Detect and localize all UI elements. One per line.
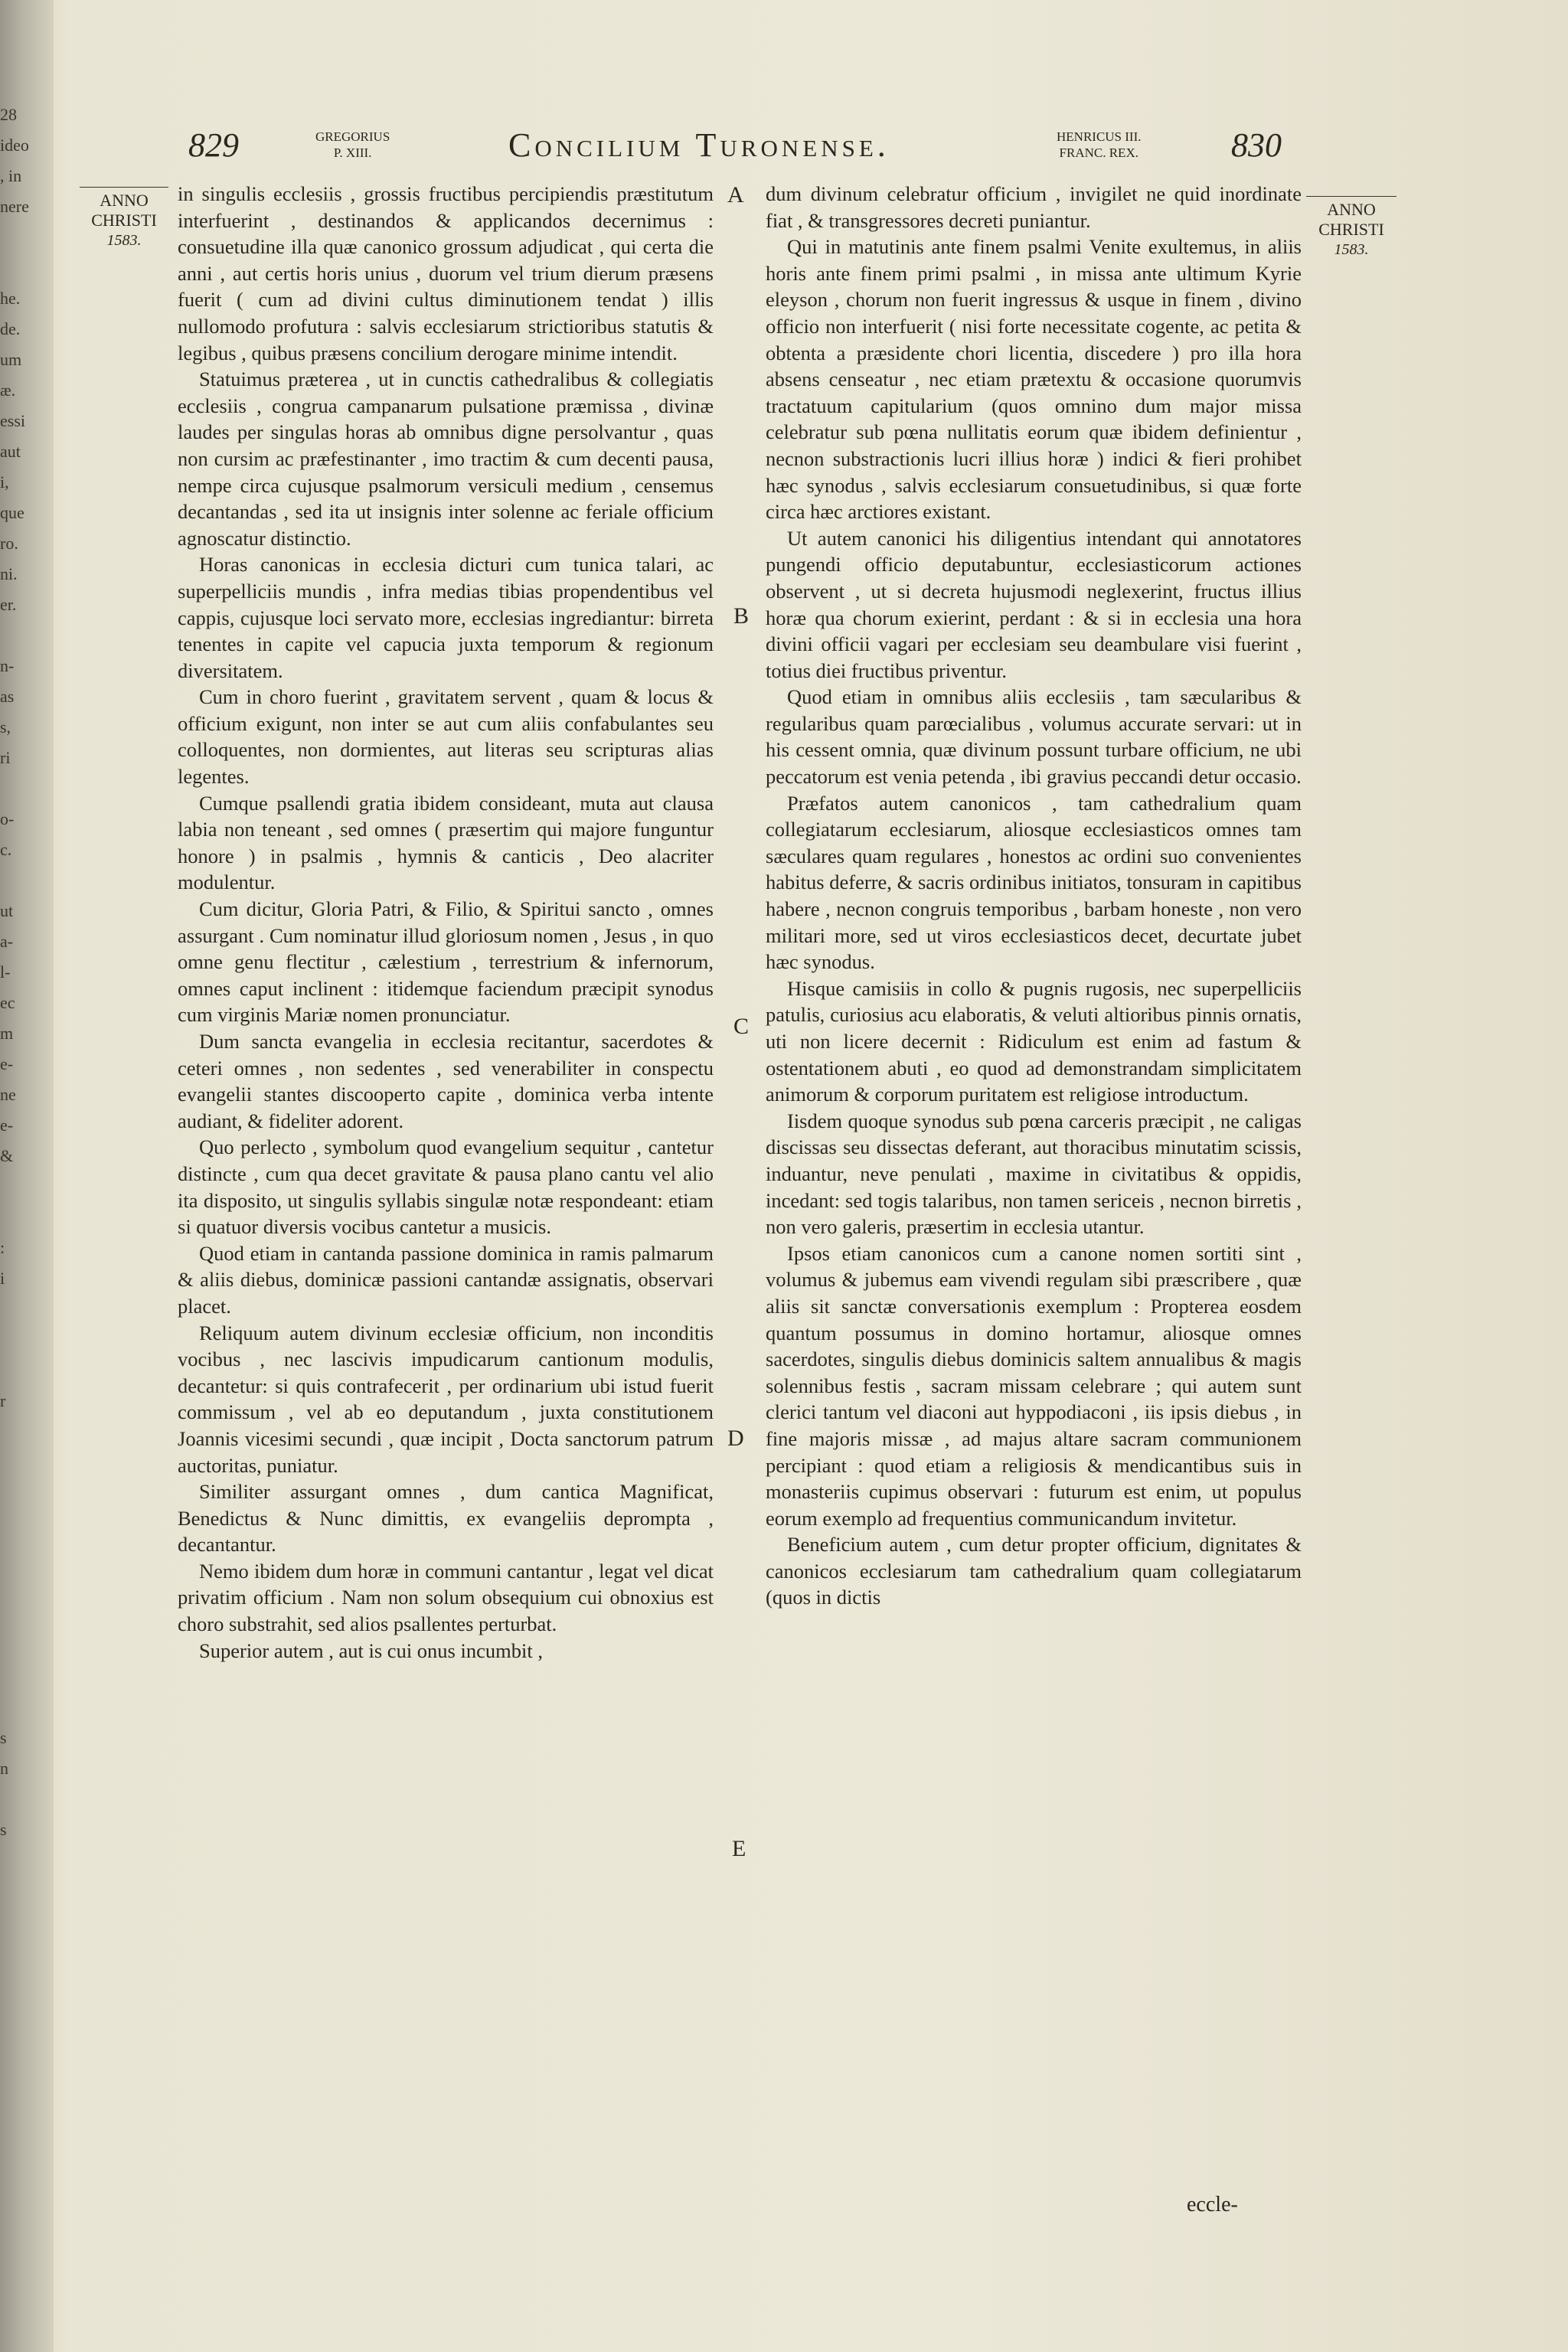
paragraph: Quo perlecto , symbolum quod evangelium sequitur , cantetur distincte , cum qua decet gravitate & pausa plano cantu vel alio ita disposito, ut singulis syllabis singulæ notæ respondeant: etiam si quatuor diversis vocibus cantetur a musicis. bbox=[178, 1135, 714, 1239]
left-text-column bbox=[178, 181, 714, 1664]
paragraph: Cumque psallendi gratia ibidem consideant, muta aut clausa labia non teneant , sed omnes ( præsertim qui majore funguntur honore ) in psalmis , hymnis & canticis , Deo alacriter modulentur. bbox=[178, 791, 714, 894]
previous-page-fragment: ut bbox=[0, 901, 14, 920]
previous-page-fragment: ideo bbox=[0, 136, 29, 155]
previous-page-edge bbox=[0, 100, 47, 2320]
previous-page-fragment bbox=[0, 1570, 47, 1600]
paragraph: Superior autem , aut is cui onus incumbit , bbox=[199, 1638, 543, 1662]
previous-page-fragment: ec bbox=[0, 993, 15, 1012]
paragraph: Qui in matutinis ante finem psalmi Venite exultemus, in aliis horis ante finem primi psalmi , in missa ante ultimum Kyrie eleyson , chorum non fuerit ingressus & usque in finem , divino officio non interfuerit ( nisi forte necessitate cogente, ac petita & obtenta a præsidente chori licentia, discedere ) pro illa hora absens censeatur , nec etiam prætextu & occasione quorumvis tractatuum capitularium (quos omnino dum major missa celebratur sub pœna nullitatis eorum quæ ibidem definientur , necnon substractionis lucri illius horæ ) indici & fieri prohibet hæc synodus , salvis ecclesiarum consuetudinibus, si quæ forte circa hæc arctiores existant. bbox=[766, 235, 1302, 524]
previous-page-fragment: s, bbox=[0, 717, 11, 737]
side-note-year: 1583. bbox=[1334, 241, 1369, 258]
previous-page-fragment: i, bbox=[0, 472, 9, 492]
paragraph: Reliquum autem divinum ecclesiæ officium, non inconditis vocibus , nec lascivis impudicarum cantionum modulis, decantetur: si quis contrafecerit , per ordinarium ubi istud fuerit commissum , vel ab eo deputandum , juxta constitutionem Joannis vicesimi secundi , quæ incipit , Docta sanctorum patrum auctoritas, puniatur. bbox=[178, 1321, 714, 1477]
previous-page-fragment bbox=[0, 1447, 47, 1478]
paragraph: Dum sancta evangelia in ecclesia recitantur, sacerdotes & ceteri omnes , non sedentes , sed venerabiliter in conspectu evangelii stantes discooperto capite , dominica verba intente audiant, & fideliter adorent. bbox=[178, 1030, 714, 1132]
paragraph: Ipsos etiam canonicos cum a canone nomen sortiti sint , volumus & jubemus eam vivendi regulam sibi præscribere , quæ aliis sit sanctæ conversationis exemplum : Propterea eosdem quantum possumus in domino hortamur, aliosque omnes sacerdotes, singulis diebus dominicis saltem annualibus & magis solennibus festis , sacram missam celebrare ; qui autem sunt clerici tantum vel diaconi aut hyppodiaconi , iis ipsis diebus , in fine majoris missæ , ad majus altare sacram communionem percipiant : quod etiam a religiosis & mendicantibus suis in monasteriis cupimus observari : futurum est enim, ut populus eorum exemplo ad frequentius communicandum invitetur. bbox=[766, 1241, 1302, 1530]
left-head-line-2: P. XIII. bbox=[333, 145, 372, 160]
section-marker-b: B bbox=[733, 603, 750, 629]
previous-page-fragment: r bbox=[0, 1391, 6, 1410]
previous-page-fragment bbox=[0, 1784, 47, 1815]
previous-page-fragment: , in bbox=[0, 166, 22, 185]
right-text-column bbox=[766, 181, 1302, 1611]
previous-page-fragment: s bbox=[0, 1728, 7, 1747]
paragraph: Beneficium autem , cum detur propter officium, dignitates & canonicos ecclesiarum tam cathedralium quam collegiatarum (quos in dictis bbox=[766, 1533, 1302, 1609]
paragraph: Quod etiam in omnibus aliis ecclesiis , tam sæcularibus & regularibus quam parœcialibus , volumus accurate servari: ut in his cessent omnia, quæ divinum possunt turbare officium, ne ubi peccatorum est venia petenda , ibi gravius peccandi detur occasio. bbox=[766, 685, 1302, 789]
paragraph: Ut autem canonici his diligentius intendant qui annotatores pungendi officio deputabuntur, ecclesiasticorum actiones observent , ut si decreta hujusmodi neglexerint, fructus illius horæ qua chorum exierint, perdant : & si in ecclesia una hora divini officii vagari per ecclesiam seu deambulare visi fuerint , totius diei fructibus priventur. bbox=[766, 526, 1302, 682]
previous-page-fragment: c. bbox=[0, 840, 12, 859]
previous-page-fragment bbox=[0, 222, 47, 253]
paragraph: Quod etiam in cantanda passione dominica in ramis palmarum & aliis diebus, dominicæ passioni cantandæ assignatis, observari placet. bbox=[178, 1241, 714, 1318]
previous-page-fragment: m bbox=[0, 1024, 14, 1043]
previous-page-fragment: æ. bbox=[0, 381, 16, 400]
previous-page-fragment: aut bbox=[0, 442, 21, 461]
right-head-line-2: FRANC. REX. bbox=[1059, 145, 1138, 160]
previous-page-fragment: e- bbox=[0, 1116, 14, 1135]
previous-page-fragment bbox=[0, 773, 47, 804]
previous-page-fragment bbox=[0, 1508, 47, 1539]
paragraph: Similiter assurgant omnes , dum cantica Magnificat, Benedictus & Nunc dimittis, ex evangeliis deprompta , decantantur. bbox=[178, 1480, 714, 1557]
previous-page-fragment bbox=[0, 253, 47, 283]
previous-page-fragment: l- bbox=[0, 962, 11, 982]
paragraph: Iisdem quoque synodus sub pœna carceris præcipit , ne caligas discissas seu dissectas deferant, aut thoracibus minutatim scissis, induantur, neve penulati , maxime in civitatibus & oppidis, incedant: sed togis talaribus, non tamen sericeis , necnon birretis , non vero galeris, præsertim in ecclesia utantur. bbox=[766, 1109, 1302, 1239]
right-running-head bbox=[1057, 129, 1142, 161]
previous-page-fragment: & bbox=[0, 1146, 14, 1165]
page-number-right: 830 bbox=[1231, 126, 1282, 164]
previous-page-fragment: um bbox=[0, 350, 22, 369]
side-note-rule bbox=[1306, 196, 1396, 197]
previous-page-fragment: nere bbox=[0, 197, 29, 216]
previous-page-fragment: de. bbox=[0, 319, 21, 338]
previous-page-fragment bbox=[0, 1661, 47, 1692]
page-title: Concilium Turonense. bbox=[508, 126, 890, 164]
paragraph: Præfatos autem canonicos , tam cathedralium quam collegiatarum ecclesiarum, aliosque ecclesiasticos omnes tam sæculares quam regulares , honestos ac ordini suo convenientes habitus deferre, & sacris ordinibus initiatos, tonsuram in capitibus habere , necnon congruis temporibus , barbam honeste , non vero militari more, sed ut viros ecclesiasticos decet, decurtate jubet hæc synodus. bbox=[766, 791, 1302, 974]
previous-page-fragment: 28 bbox=[0, 105, 17, 124]
previous-page-fragment bbox=[0, 1478, 47, 1508]
side-note-anno: ANNO bbox=[1327, 200, 1376, 219]
side-note-left bbox=[80, 187, 168, 250]
paragraph: Nemo ibidem dum horæ in communi cantantur , legat vel dicat privatim officium . Nam non solum obsequium cui obnoxius est choro substrahit, sed alios psallentes perturbat. bbox=[178, 1559, 714, 1636]
previous-page-fragment: ni. bbox=[0, 564, 18, 583]
section-marker-c: C bbox=[733, 1014, 750, 1039]
previous-page-fragment bbox=[0, 1631, 47, 1661]
previous-page-fragment: n bbox=[0, 1759, 8, 1778]
catchword: eccle- bbox=[1187, 2193, 1238, 2216]
previous-page-fragment: ri bbox=[0, 748, 11, 767]
previous-page-fragment bbox=[0, 1416, 47, 1447]
previous-page-fragment: : bbox=[0, 1238, 5, 1257]
side-note-rule bbox=[80, 187, 168, 188]
paragraph: Horas canonicas in ecclesia dicturi cum tunica talari, ac superpelliciis mundis , infra medias tibias propendentibus vel cappis, cujusque loci servato more, ecclesias ingrediantur: birreta tenentes in capite vel capucia juxta temporum & regionum diversitatem. bbox=[178, 553, 714, 682]
section-marker-d: D bbox=[727, 1426, 744, 1451]
paragraph: Cum in choro fuerint , gravitatem servent , quam & locus & officium exigunt, non inter se aut cum aliis confabulantes seu colloquentes, non dormientes, aut literas seu scripturas alias legentes. bbox=[178, 685, 714, 789]
page-number-left: 829 bbox=[188, 126, 239, 164]
previous-page-fragment bbox=[0, 1539, 47, 1570]
previous-page-fragment: as bbox=[0, 687, 15, 706]
previous-page-fragment bbox=[0, 1171, 47, 1202]
previous-page-fragment: s bbox=[0, 1820, 7, 1839]
side-note-christi: CHRISTI bbox=[1318, 220, 1384, 239]
previous-page-fragment: o- bbox=[0, 809, 15, 828]
previous-page-fragment: he. bbox=[0, 289, 21, 308]
previous-page-fragment bbox=[0, 1202, 47, 1233]
right-head-line-1: HENRICUS III. bbox=[1057, 129, 1142, 144]
previous-page-fragment: ro. bbox=[0, 534, 18, 553]
left-running-head bbox=[315, 129, 390, 161]
section-marker-a: A bbox=[727, 182, 744, 207]
side-note-year: 1583. bbox=[106, 232, 142, 249]
paragraph: in singulis ecclesiis , grossis fructibus percipiendis præstitutum interfuerint , destinandos & applicandos decernimus : consuetudine illa quæ canonico grossum adjudicat , qui certa die anni , aut certis horis unius , duorum vel trium dierum præsens fuerit ( cum ad divini cultus diminutionem tendat ) illis nullomodo profutura : salvis ecclesiarum strictioribus statutis & legibus , quibus præsens concilium derogare minime intendit. bbox=[178, 182, 714, 364]
previous-page-fragment: er. bbox=[0, 595, 17, 614]
previous-page-fragment bbox=[0, 1600, 47, 1631]
side-note-christi: CHRISTI bbox=[91, 211, 157, 230]
section-marker-e: E bbox=[732, 1836, 746, 1861]
previous-page-fragment bbox=[0, 1355, 47, 1386]
previous-page-fragment: ne bbox=[0, 1085, 16, 1104]
previous-page-fragment bbox=[0, 865, 47, 896]
previous-page-fragment: a- bbox=[0, 932, 14, 951]
previous-page-fragment bbox=[0, 620, 47, 651]
paragraph: Hisque camisiis in collo & pugnis rugosis, nec superpelliciis patulis, curiosius acu elaboratis, & veluti altioribus pinnis ornatis, uti non licere decernit : Ridiculum est enim ad fastum & ostentationem abuti , eo quod ad demonstrandam simplicitatem animorum & corporum puritatem est religiose introductum. bbox=[766, 976, 1302, 1106]
side-note-right bbox=[1306, 196, 1396, 260]
previous-page-fragment: i bbox=[0, 1269, 5, 1288]
side-note-anno: ANNO bbox=[100, 191, 149, 210]
previous-page-fragment: essi bbox=[0, 411, 25, 430]
left-head-line-1: GREGORIUS bbox=[315, 129, 390, 144]
previous-page-fragment: n- bbox=[0, 656, 15, 675]
paragraph: dum divinum celebratur officium , invigilet ne quid inordinate fiat , & transgressores decreti puniantur. bbox=[766, 182, 1302, 232]
paragraph: Cum dicitur, Gloria Patri, & Filio, & Spiritui sancto , omnes assurgant . Cum nominatur illud gloriosum nomen , Jesus , in quo omne genu flectitur , cælestium , terrestrium & infernorum, omnes caput inclinent : itidemque faciendum præcipit synodus cum virginis Mariæ nomen pronunciatur. bbox=[178, 897, 714, 1027]
previous-page-fragment: e- bbox=[0, 1054, 14, 1073]
previous-page-fragment bbox=[0, 1325, 47, 1355]
previous-page-fragment: que bbox=[0, 503, 24, 522]
previous-page-fragment bbox=[0, 1294, 47, 1325]
running-header bbox=[0, 122, 1568, 176]
paragraph: Statuimus præterea , ut in cunctis cathedralibus & collegiatis ecclesiis , congrua campanarum pulsatione præmissa , divinæ laudes per singulas horas ab omnibus digne persolvantur , quas non cursim ac præfestinanter , imo tractim & cum decenti pausa, nempe circa cujusque psalmorum versiculi medium , censemus decantandas , sed ita ut insignis inter solenne ac feriale officium agnoscatur distinctio. bbox=[178, 368, 714, 550]
previous-page-fragment bbox=[0, 1692, 47, 1723]
